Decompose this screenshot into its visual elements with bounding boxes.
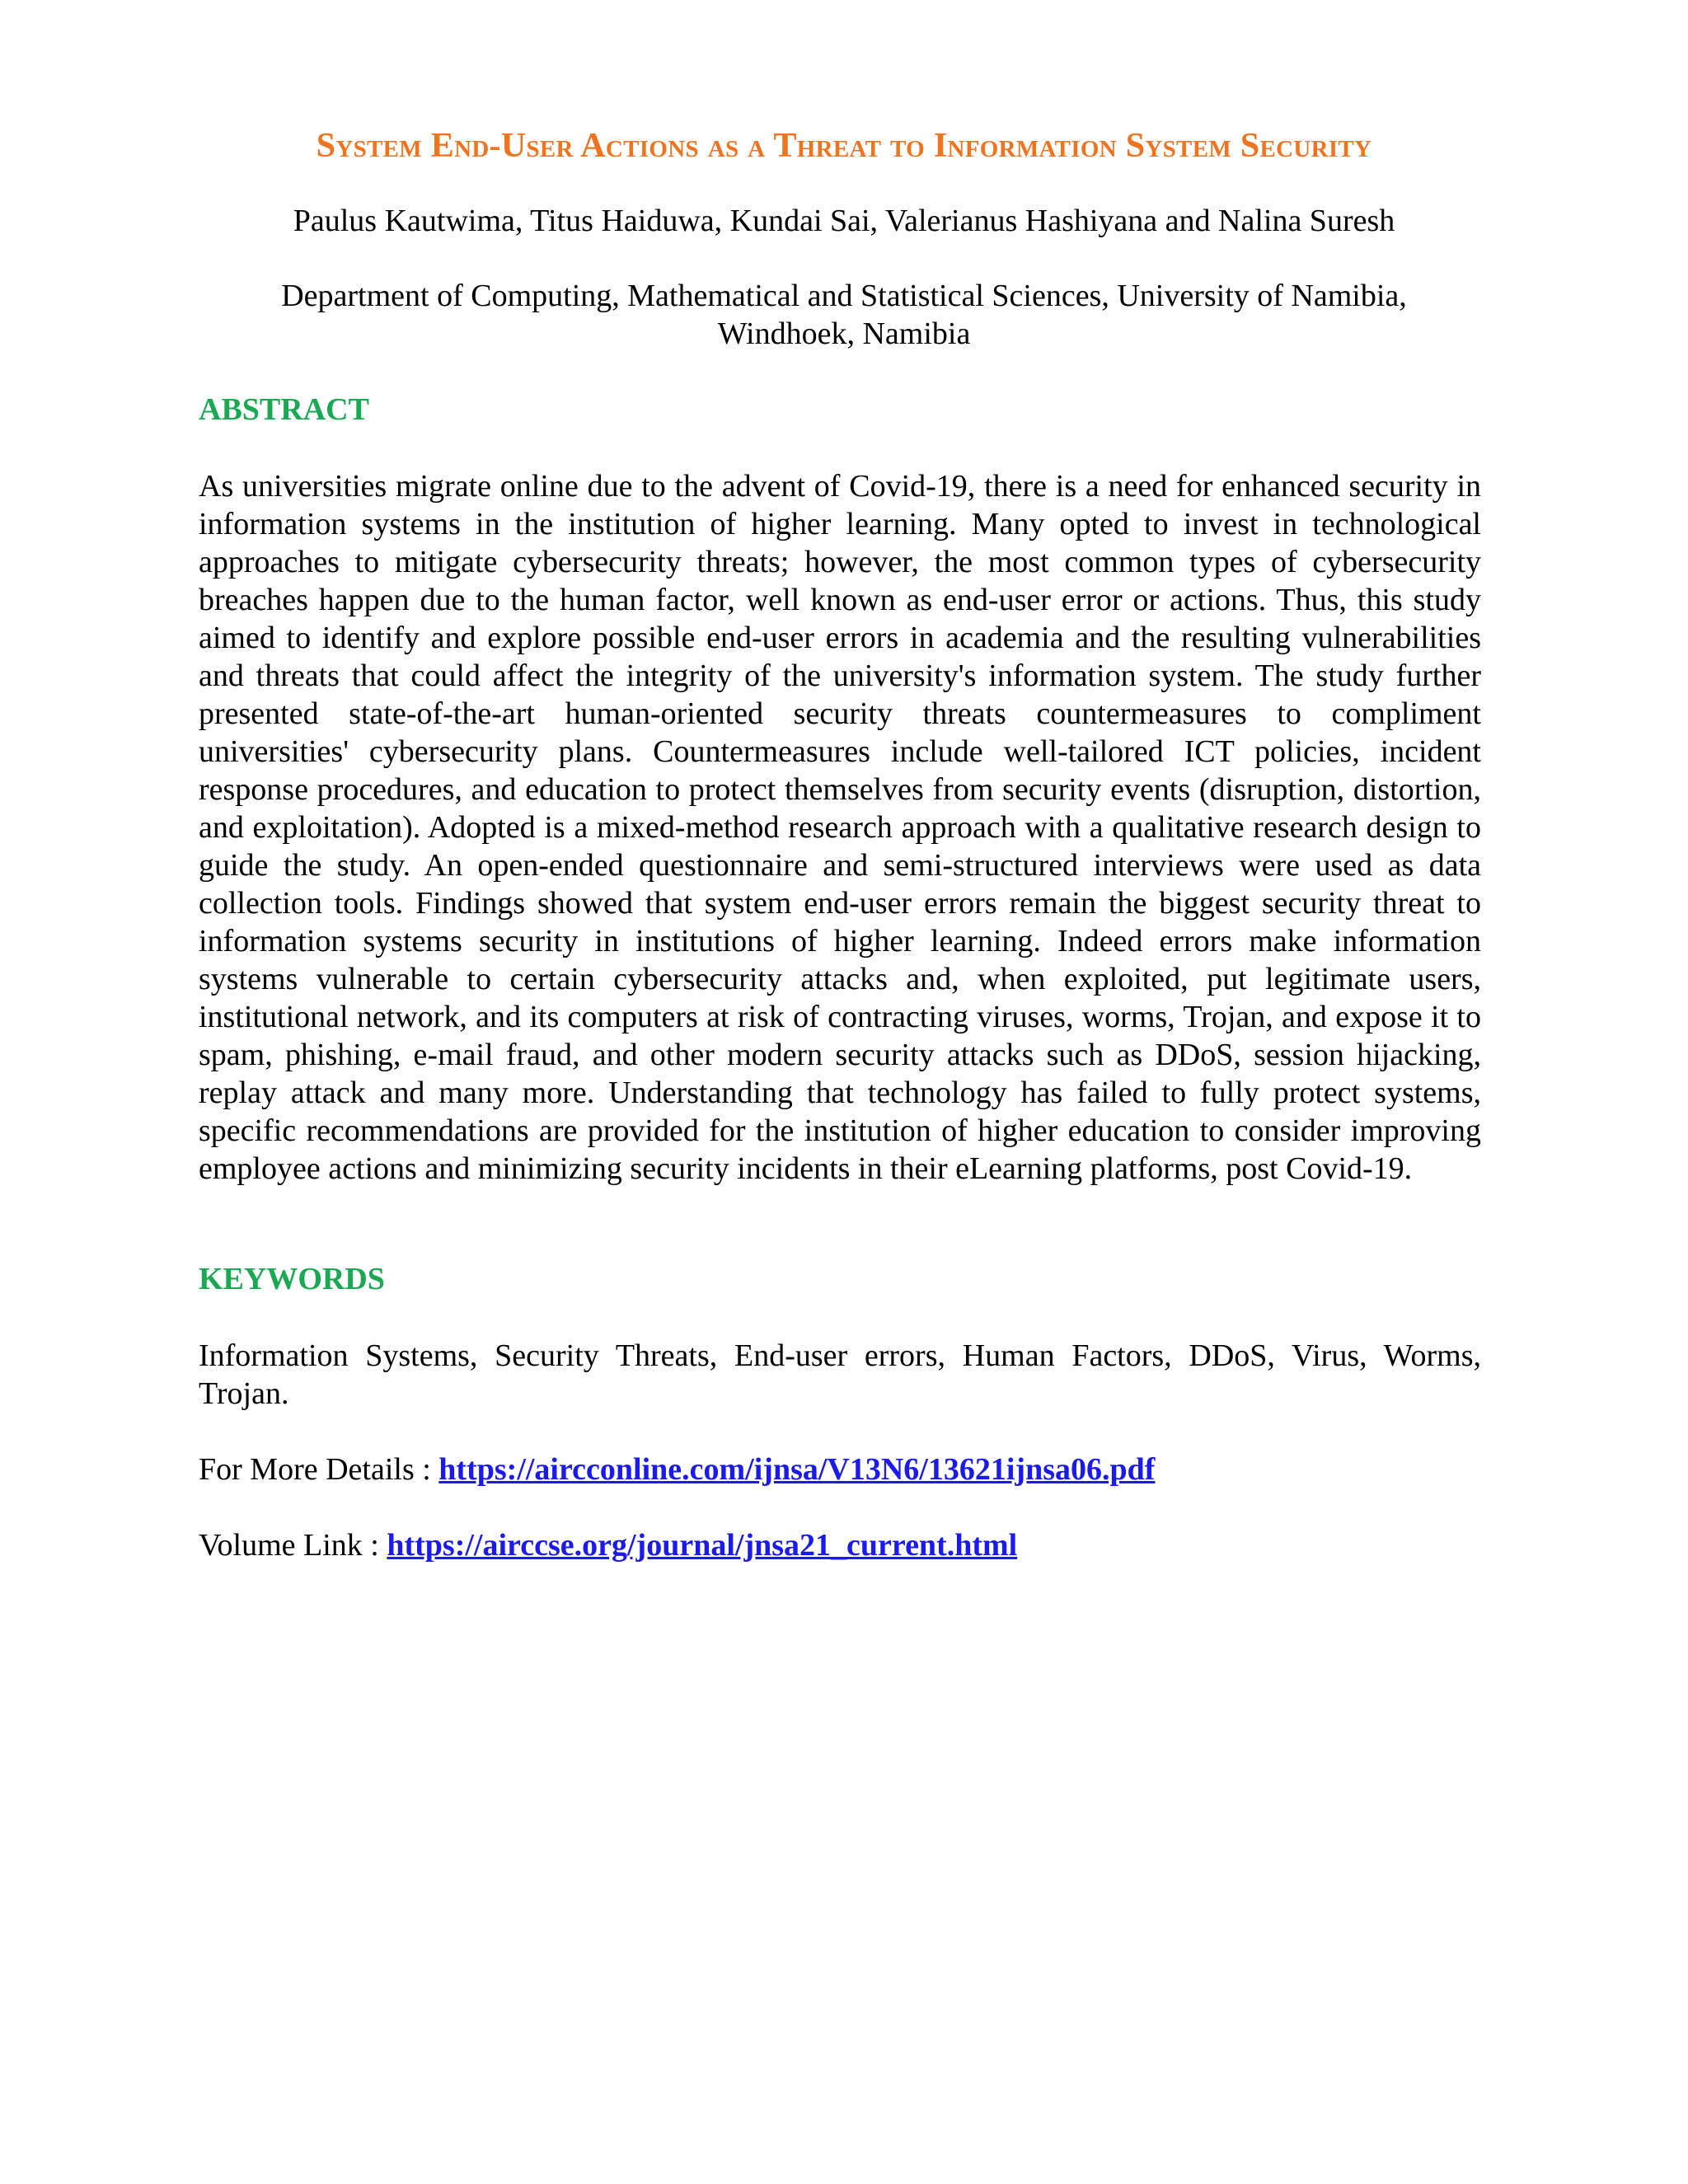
volume-link[interactable]: https://airccse.org/journal/jnsa21_current.html xyxy=(387,1528,1018,1563)
details-line xyxy=(199,1451,1155,1488)
abstract-body: As universities migrate online due to the advent of Covid-19, there is a need for enhanced security in information systems in the institution of higher learning. Many opted to invest in technological approaches to mitigate cybersecurity threats; however, the most common types of cybersecurity breaches happen due to the human factor, well known as end-user error or actions. Thus, this study aimed to identify and explore possible end-user errors in academia and the resulting vulnerabilities and threats that could affect the integrity of the university's information system. The study further presented state-of-the-art human-oriented security threats countermeasures to compliment universities' cybersecurity plans. Countermeasures include well-tailored ICT policies, incident response procedures, and education to protect themselves from security events (disruption, distortion, and exploitation). Adopted is a mixed-method research approach with a qualitative research design to guide the study. An open-ended questionnaire and semi-structured interviews were used as data collection tools. Findings showed that system end-user errors remain the biggest security threat to information systems security in institutions of higher learning. Indeed errors make information systems vulnerable to certain cybersecurity attacks and, when exploited, put legitimate users, institutional network, and its computers at risk of contracting viruses, worms, Trojan, and expose it to spam, phishing, e-mail fraud, and other modern security attacks such as DDoS, session hijacking, replay attack and many more. Understanding that technology has failed to fully protect systems, specific recommendations are provided for the institution of higher education to consider improving employee actions and minimizing security incidents in their eLearning platforms, post Covid-19. xyxy=(199,469,1481,1186)
author-list: Paulus Kautwima, Titus Haiduwa, Kundai Sai, Valerianus Hashiyana and Nalina Suresh xyxy=(293,204,1395,238)
keywords-heading: KEYWORDS xyxy=(199,1262,385,1296)
affiliation xyxy=(198,277,1490,353)
details-label: For More Details : xyxy=(199,1452,439,1487)
volume-line xyxy=(199,1526,1017,1564)
details-link[interactable]: https://aircconline.com/ijnsa/V13N6/13621ijnsa06.pdf xyxy=(438,1452,1156,1487)
affiliation-line-1: Department of Computing, Mathematical and Statistical Sciences, University of Namibia, xyxy=(281,279,1407,313)
paper-title: System End-User Actions as a Threat to Information System Security xyxy=(316,127,1372,165)
affiliation-line-2: Windhoek, Namibia xyxy=(717,316,971,351)
abstract-heading: ABSTRACT xyxy=(199,392,369,427)
keywords-body: Information Systems, Security Threats, End-user errors, Human Factors, DDoS, Virus, Worms, Trojan. xyxy=(199,1338,1481,1411)
volume-label: Volume Link : xyxy=(199,1528,387,1563)
